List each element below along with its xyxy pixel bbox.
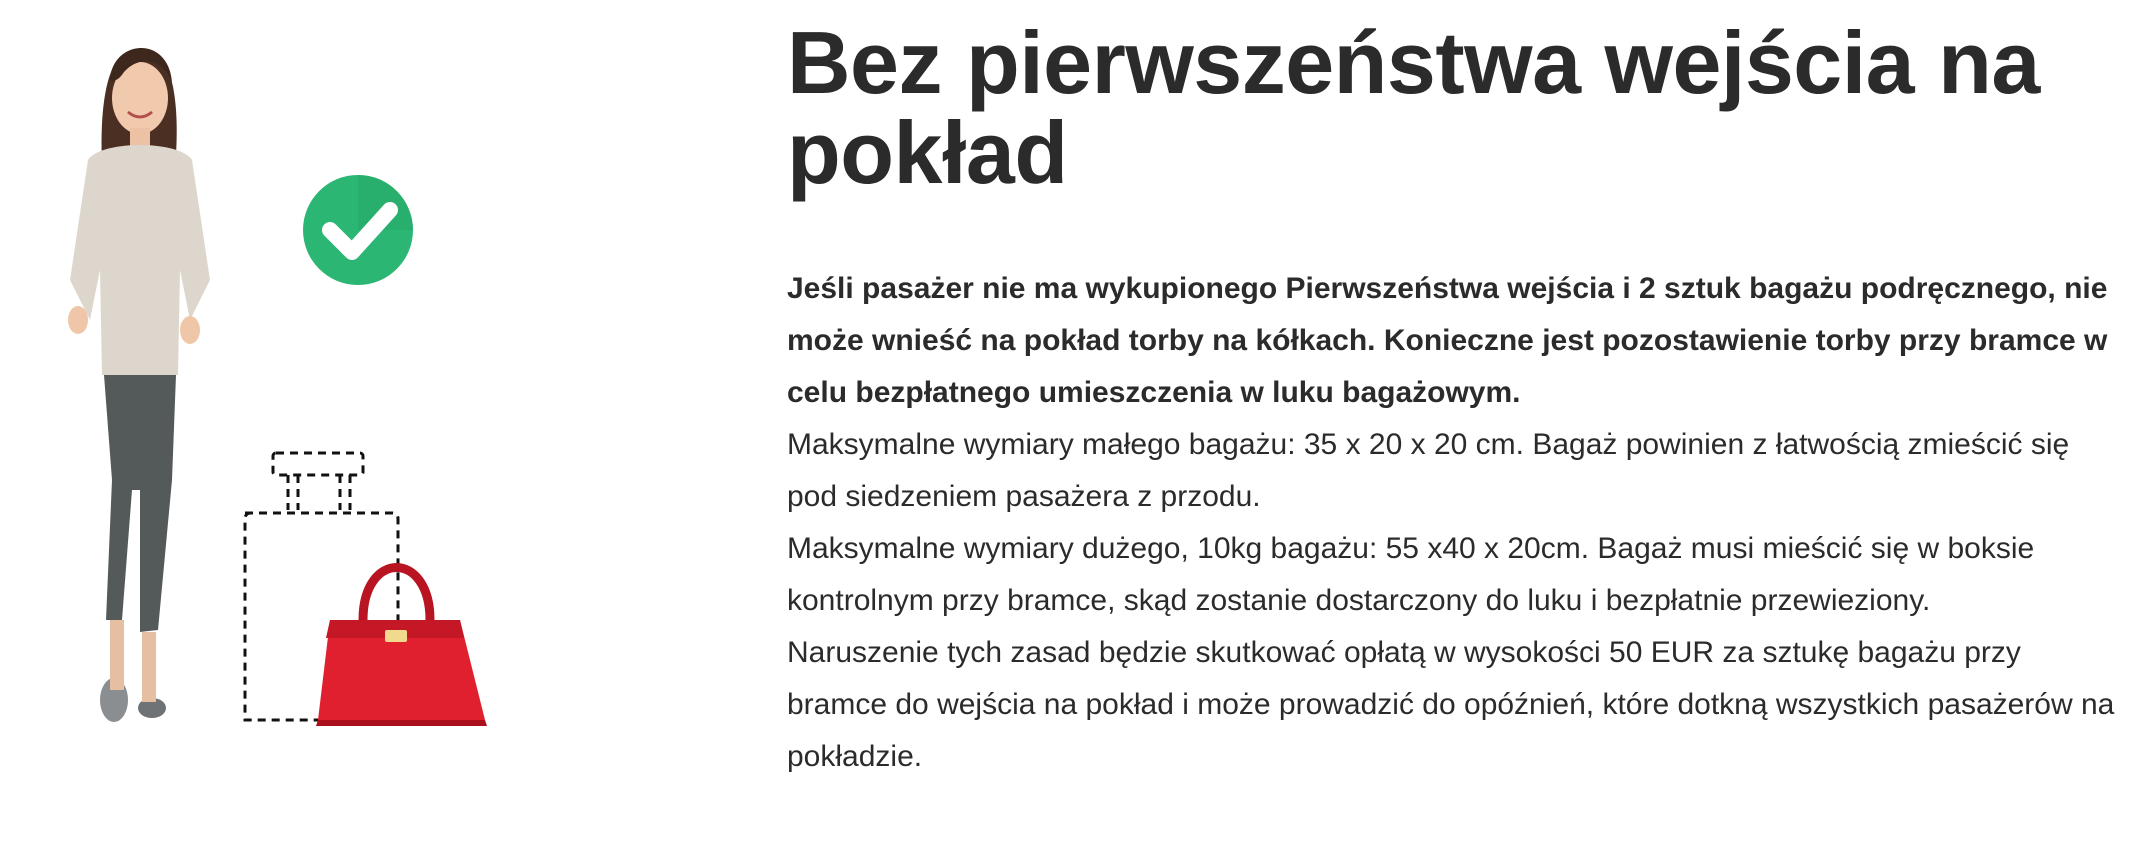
- woman-figure: [68, 48, 210, 722]
- checkmark-icon: [303, 175, 413, 285]
- lead-paragraph: Jeśli pasażer nie ma wykupionego Pierwszeństwa wejścia i 2 sztuk bagażu podręcznego, nie może wnieść na pokład torby na kółkach. Konieczne jest pozostawienie torby przy bramce w celu bezpłatnego umieszczenia w luku bagażowym.: [787, 272, 2108, 409]
- large-bag-paragraph: Maksymalne wymiary dużego, 10kg bagażu: 55 x40 x 20cm. Bagaż musi mieścić się w boksie kontrolnym przy bramce, skąd zostanie dostarczony do luku i bezpłatnie przewieziony.: [787, 532, 2035, 617]
- handbag-icon: [316, 568, 487, 727]
- illustration-svg: [40, 20, 560, 740]
- page-title: Bez pierwszeństwa wejścia na pokład: [787, 13, 2040, 202]
- penalty-paragraph: Naruszenie tych zasad będzie skutkować opłatą w wysokości 50 EUR za sztukę bagażu przy bramce do wejścia na pokład i może prowadzić do opóźnień, które dotkną wszystkich pasażerów na pokładzie.: [787, 636, 2115, 773]
- small-bag-paragraph: Maksymalne wymiary małego bagażu: 35 x 20 x 20 cm. Bagaż powinien z łatwością zmieścić się pod siedzeniem pasażera z przodu.: [787, 428, 2070, 513]
- baggage-illustration: [40, 20, 560, 740]
- main-content: [787, 13, 2117, 783]
